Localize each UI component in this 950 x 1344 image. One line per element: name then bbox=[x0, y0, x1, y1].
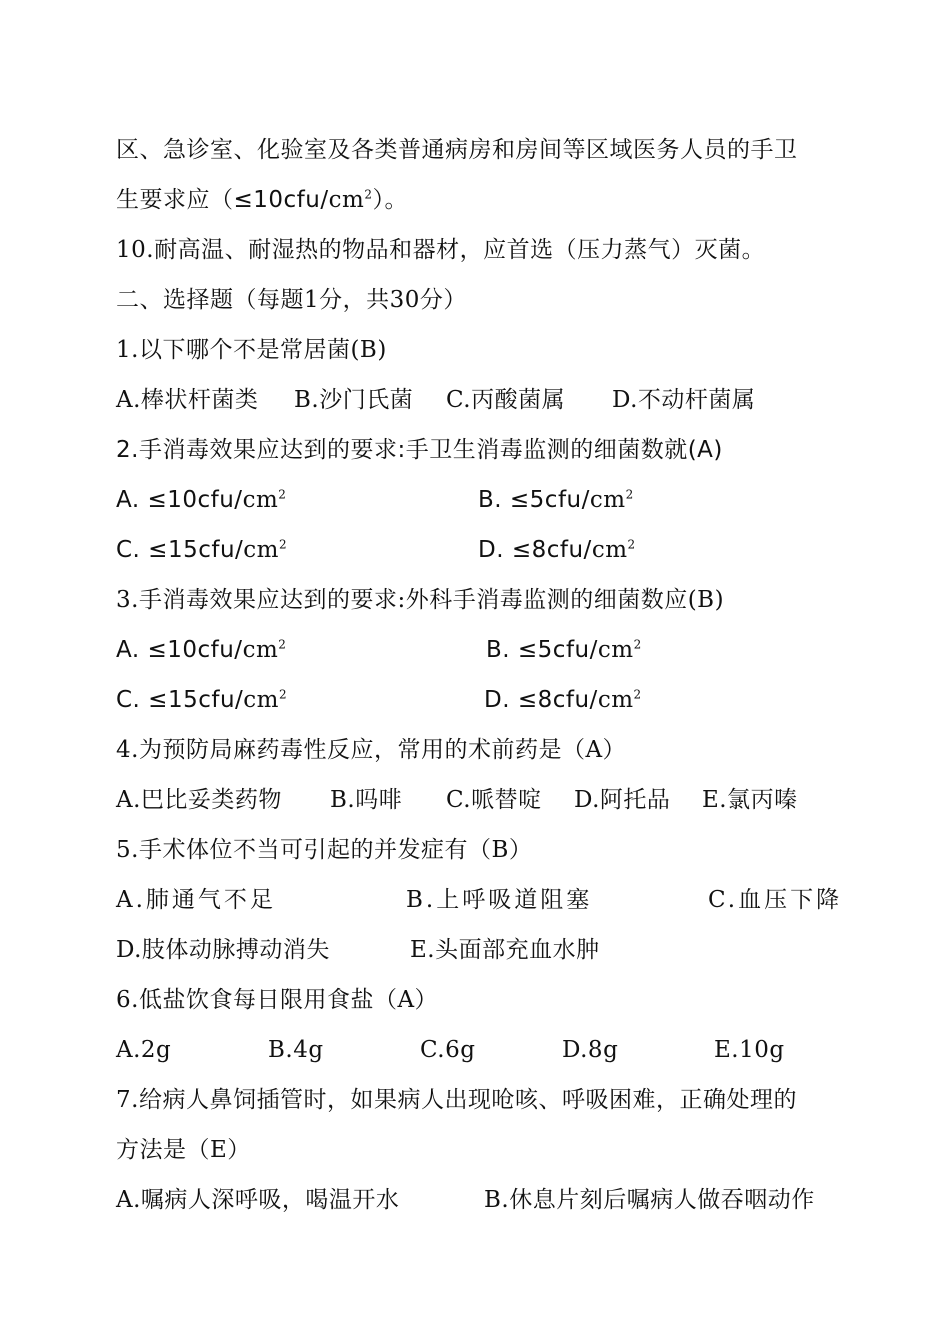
question-2-options-row-1 bbox=[116, 478, 836, 522]
question-5-options-row-2 bbox=[116, 928, 836, 972]
intro-line-2-text: 生要求应（≤10cfu/ bbox=[116, 187, 329, 213]
question-4-stem bbox=[116, 728, 626, 772]
question-6-stem-text: 6.低盐饮食每日限用食盐（A） bbox=[116, 987, 439, 1013]
q6-option-e: E.10g bbox=[714, 1037, 785, 1063]
question-3-options-row-2 bbox=[116, 678, 836, 722]
fill-question-10-text: 10.耐高温、耐湿热的物品和器材，应首选（压力蒸气）灭菌。 bbox=[116, 237, 766, 263]
q2-option-c: C. $\le 15cfu/cm^2$ bbox=[116, 537, 288, 563]
intro-line-2-end: ）。 bbox=[372, 187, 408, 213]
q2-option-a: A. $\le 10cfu/cm^2$ bbox=[116, 487, 287, 513]
question-3-stem bbox=[116, 578, 724, 622]
q6-option-c: C.6g bbox=[420, 1037, 476, 1063]
q4-option-e: E.氯丙嗪 bbox=[702, 787, 798, 813]
question-3-stem-text: 3.手消毒效果应达到的要求:外科手消毒监测的细菌数应(B) bbox=[116, 587, 725, 613]
q6-option-b: B.4g bbox=[268, 1037, 324, 1063]
q2-option-d: D. $\le 8cfu/cm^2$ bbox=[478, 537, 636, 563]
question-1-stem-text: 1.以下哪个不是常居菌(B) bbox=[116, 337, 387, 363]
section-heading-text: 二、选择题（每题1分，共30分） bbox=[116, 287, 467, 313]
q5-option-e: E.头面部充血水肿 bbox=[410, 937, 600, 963]
intro-line-2 bbox=[116, 178, 408, 222]
q1-option-a: A.棒状杆菌类 bbox=[116, 387, 259, 413]
q5-option-c: C.血压下降 bbox=[708, 887, 843, 913]
section-heading bbox=[116, 278, 467, 322]
q5-option-b: B.上呼吸道阻塞 bbox=[406, 887, 593, 913]
q6-option-d: D.8g bbox=[562, 1037, 619, 1063]
q4-option-c: C.哌替啶 bbox=[446, 787, 542, 813]
question-2-options-row-2 bbox=[116, 528, 836, 572]
q1-option-d: D.不动杆菌属 bbox=[612, 387, 756, 413]
intro-line-2-unit: cm bbox=[328, 187, 365, 213]
question-2-stem bbox=[116, 428, 723, 472]
question-4-options bbox=[116, 778, 836, 822]
question-6-options bbox=[116, 1028, 836, 1072]
question-7-stem-line-2 bbox=[116, 1128, 251, 1172]
intro-line-2-sup: 2 bbox=[364, 187, 373, 202]
intro-line-1 bbox=[116, 128, 798, 172]
q4-option-b: B.吗啡 bbox=[330, 787, 403, 813]
q5-option-d: D.肢体动脉搏动消失 bbox=[116, 937, 330, 963]
question-7-stem-line-1 bbox=[116, 1078, 797, 1122]
q7-option-a: A.嘱病人深呼吸，喝温开水 bbox=[116, 1187, 400, 1213]
q3-option-c: C. $\le 15cfu/cm^2$ bbox=[116, 687, 288, 713]
question-6-stem bbox=[116, 978, 438, 1022]
question-3-options-row-1 bbox=[116, 628, 836, 672]
question-5-stem-text: 5.手术体位不当可引起的并发症有（B） bbox=[116, 837, 533, 863]
question-1-stem bbox=[116, 328, 387, 372]
intro-line-1-text: 区、急诊室、化验室及各类普通病房和房间等区域医务人员的手卫 bbox=[116, 137, 798, 163]
q1-option-c: C.丙酸菌属 bbox=[446, 387, 566, 413]
question-4-stem-text: 4.为预防局麻药毒性反应，常用的术前药是（A） bbox=[116, 737, 627, 763]
question-7-options bbox=[116, 1178, 846, 1222]
question-2-stem-text: 2.手消毒效果应达到的要求:手卫生消毒监测的细菌数就(A) bbox=[116, 437, 723, 463]
question-7-stem-line-1-text: 7.给病人鼻饲插管时，如果病人出现呛咳、呼吸困难，正确处理的 bbox=[116, 1087, 797, 1113]
q7-option-b: B.休息片刻后嘱病人做吞咽动作 bbox=[484, 1187, 815, 1213]
q3-option-d: D. $\le 8cfu/cm^2$ bbox=[484, 687, 642, 713]
q1-option-b: B.沙门氏菌 bbox=[294, 387, 414, 413]
q4-option-a: A.巴比妥类药物 bbox=[116, 787, 282, 813]
q6-option-a: A.2g bbox=[116, 1037, 172, 1063]
question-5-options-row-1 bbox=[116, 878, 846, 922]
question-7-stem-line-2-text: 方法是（E） bbox=[116, 1137, 251, 1163]
q3-option-b: B. $\le 5cfu/cm^2$ bbox=[486, 637, 642, 663]
fill-question-10 bbox=[116, 228, 765, 272]
q2-option-b: B. $\le 5cfu/cm^2$ bbox=[478, 487, 634, 513]
q4-option-d: D.阿托品 bbox=[574, 787, 671, 813]
question-5-stem bbox=[116, 828, 532, 872]
question-1-options bbox=[116, 378, 836, 422]
q3-option-a: A. $\le 10cfu/cm^2$ bbox=[116, 637, 287, 663]
q5-option-a: A.肺通气不足 bbox=[116, 887, 276, 913]
